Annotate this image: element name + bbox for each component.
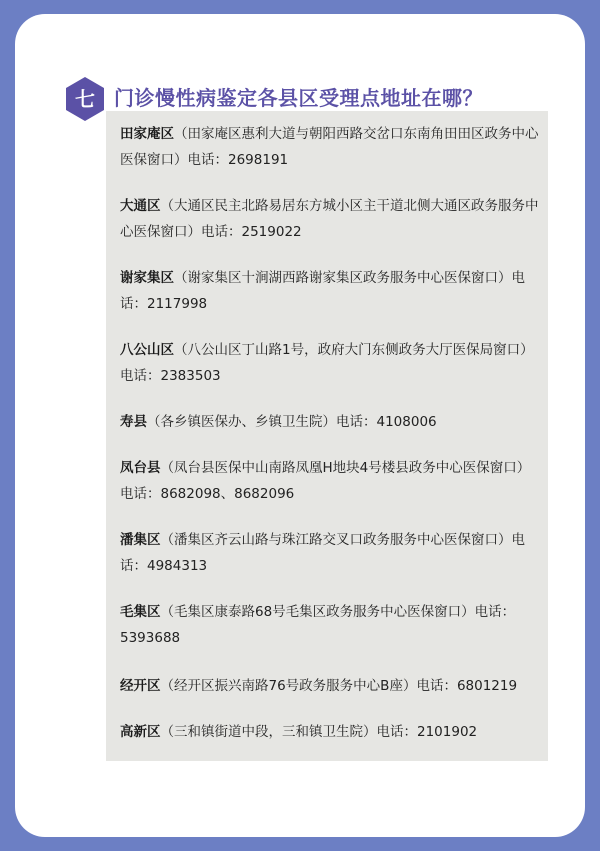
section-number-badge: [65, 76, 105, 122]
district-name: 八公山区: [120, 342, 174, 358]
district-detail: （田家庵区惠利大道与朝阳西路交岔口东南角田田区政务中心医保窗口）电话：2698191: [120, 126, 539, 168]
district-detail: （毛集区康泰路68号毛集区政务服务中心医保窗口）电话：5393688: [120, 604, 516, 646]
district-detail: （八公山区丁山路1号，政府大门东侧政务大厅医保局窗口）电话：2383503: [120, 342, 534, 384]
district-detail: （潘集区齐云山路与珠江路交叉口政务服务中心医保窗口）电话：4984313: [120, 532, 525, 574]
list-item: [120, 527, 540, 579]
district-detail: （三和镇街道中段，三和镇卫生院）电话：2101902: [160, 724, 478, 740]
district-name: 寿县: [120, 414, 147, 430]
section-number: 七: [75, 87, 95, 111]
district-name: 凤台县: [120, 460, 161, 476]
list-item: [120, 337, 540, 389]
district-name: 经开区: [120, 678, 161, 694]
list-item: [120, 719, 540, 745]
district-detail: （谢家集区十涧湖西路谢家集区政务服务中心医保窗口）电话：2117998: [120, 270, 525, 312]
list-item: [120, 193, 540, 245]
address-list-panel: [106, 111, 548, 761]
district-name: 毛集区: [120, 604, 161, 620]
district-name: 谢家集区: [120, 270, 174, 286]
district-name: 潘集区: [120, 532, 161, 548]
list-item: [120, 265, 540, 317]
list-item: [120, 121, 540, 173]
district-name: 高新区: [120, 724, 161, 740]
section-title: 门诊慢性病鉴定各县区受理点地址在哪？: [114, 86, 483, 110]
district-detail: （大通区民主北路易居东方城小区主干道北侧大通区政务服务中心医保窗口）电话：2519022: [120, 198, 539, 240]
list-item: [120, 409, 540, 435]
district-detail: （经开区振兴南路76号政务服务中心B座）电话：6801219: [160, 678, 518, 694]
district-detail: （各乡镇医保办、乡镇卫生院）电话：4108006: [147, 414, 437, 430]
district-name: 大通区: [120, 198, 161, 214]
district-detail: （凤台县医保中山南路凤凰H地块4号楼县政务中心医保窗口）电话：8682098、8682096: [120, 460, 531, 502]
district-name: 田家庵区: [120, 126, 174, 142]
list-item: [120, 455, 540, 507]
list-item: [120, 673, 540, 699]
list-item: [120, 599, 540, 651]
